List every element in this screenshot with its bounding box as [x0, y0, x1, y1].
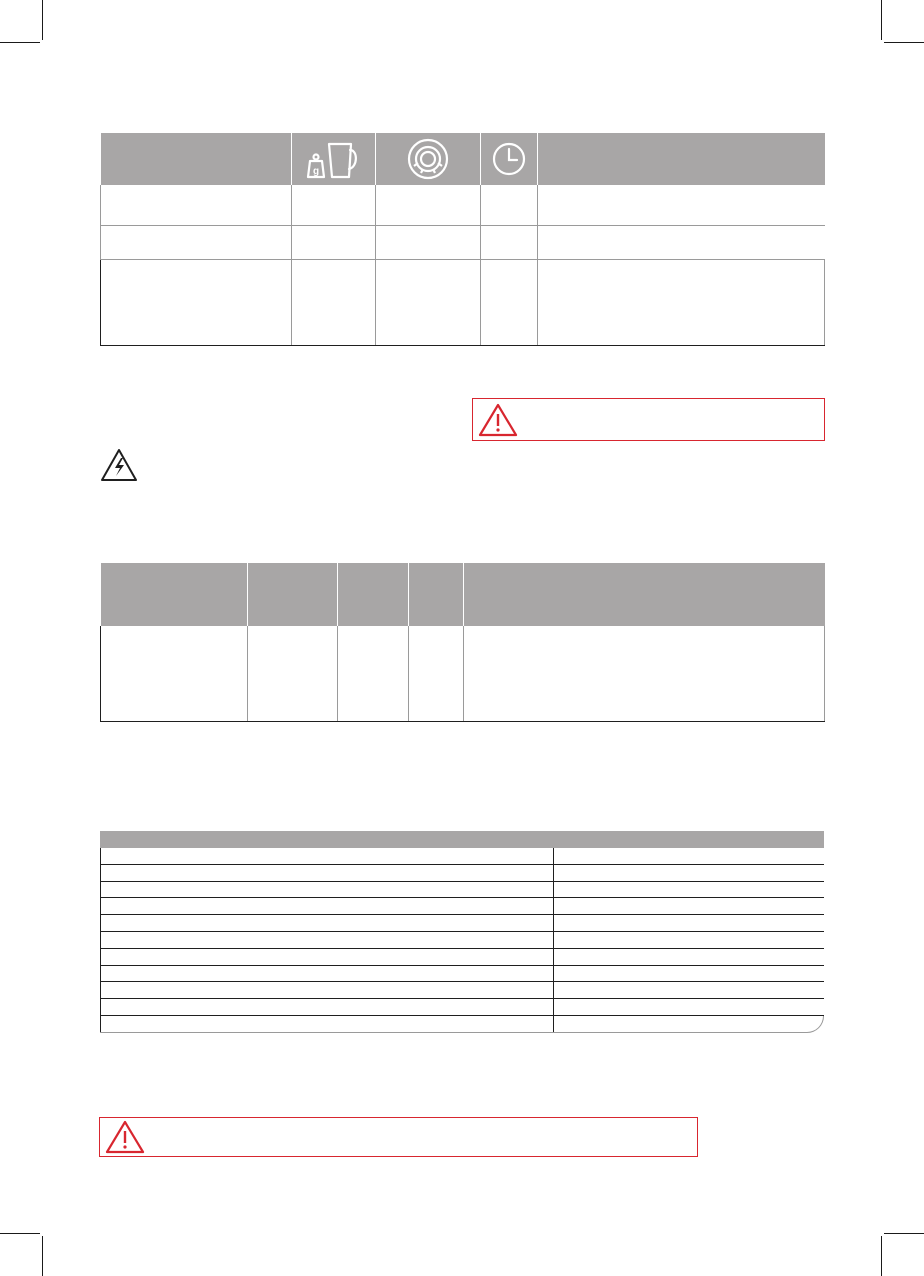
table-row: [100, 1016, 824, 1033]
crop-mark: [0, 1233, 40, 1234]
table-cell: [538, 185, 825, 225]
table-header-row: [101, 133, 825, 185]
table-row: [100, 898, 824, 915]
table-header-row: [101, 563, 825, 626]
header-cell: [248, 563, 338, 626]
header-cell: [292, 133, 376, 185]
header-cell: [481, 133, 538, 185]
crop-mark: [0, 42, 40, 43]
clock-icon: [491, 141, 527, 177]
header-cell: [464, 563, 825, 626]
table-row: [100, 999, 824, 1016]
header-cell: [338, 563, 409, 626]
warning-triangle-icon: [477, 402, 519, 438]
table-row: [100, 882, 824, 899]
speed-dial-icon: [405, 136, 451, 182]
electric-hazard-icon: [100, 448, 138, 482]
table-cell: [376, 225, 481, 259]
table-cell: [101, 259, 292, 345]
table-cell: [101, 225, 292, 259]
crop-mark: [881, 1236, 882, 1276]
weight-jug-icon: [305, 137, 363, 181]
crop-mark: [881, 0, 882, 40]
crop-mark: [884, 42, 924, 43]
table-cell: [292, 225, 376, 259]
svg-text:g: g: [312, 166, 319, 177]
table-row: [101, 626, 825, 721]
table-row: [100, 848, 824, 865]
crop-mark: [42, 1236, 43, 1276]
table-row: [100, 915, 824, 932]
settings-table: [100, 563, 825, 722]
table-cell: [376, 259, 481, 345]
table-row: [101, 259, 825, 345]
header-cell: [101, 563, 248, 626]
table-cell: [376, 185, 481, 225]
table-cell: [538, 225, 825, 259]
spec-table: [100, 831, 824, 1033]
table-cell: [292, 259, 376, 345]
table-cell: [248, 626, 338, 721]
table-cell: [101, 185, 292, 225]
table-cell: [481, 259, 538, 345]
header-cell: [538, 133, 825, 185]
table-cell: [409, 626, 464, 721]
table-row: [100, 865, 824, 882]
table-cell: [292, 185, 376, 225]
table-row: [100, 932, 824, 949]
crop-mark: [884, 1233, 924, 1234]
spec-table-header: [100, 831, 824, 848]
table-cell: [338, 626, 409, 721]
table-row: [100, 966, 824, 983]
warning-triangle-icon: [104, 1119, 146, 1155]
table-cell: [101, 626, 248, 721]
header-cell: [376, 133, 481, 185]
header-cell: [409, 563, 464, 626]
table-cell: [538, 259, 825, 345]
table-cell: [481, 225, 538, 259]
table-row: [100, 949, 824, 966]
table-row: [100, 982, 824, 999]
table-row: [101, 185, 825, 225]
usage-table: [100, 133, 825, 346]
crop-mark: [42, 0, 43, 40]
table-cell: [481, 185, 538, 225]
warning-box: [472, 398, 825, 441]
table-row: [101, 225, 825, 259]
warning-box: [99, 1117, 698, 1157]
table-cell: [464, 626, 825, 721]
header-cell: [101, 133, 292, 185]
